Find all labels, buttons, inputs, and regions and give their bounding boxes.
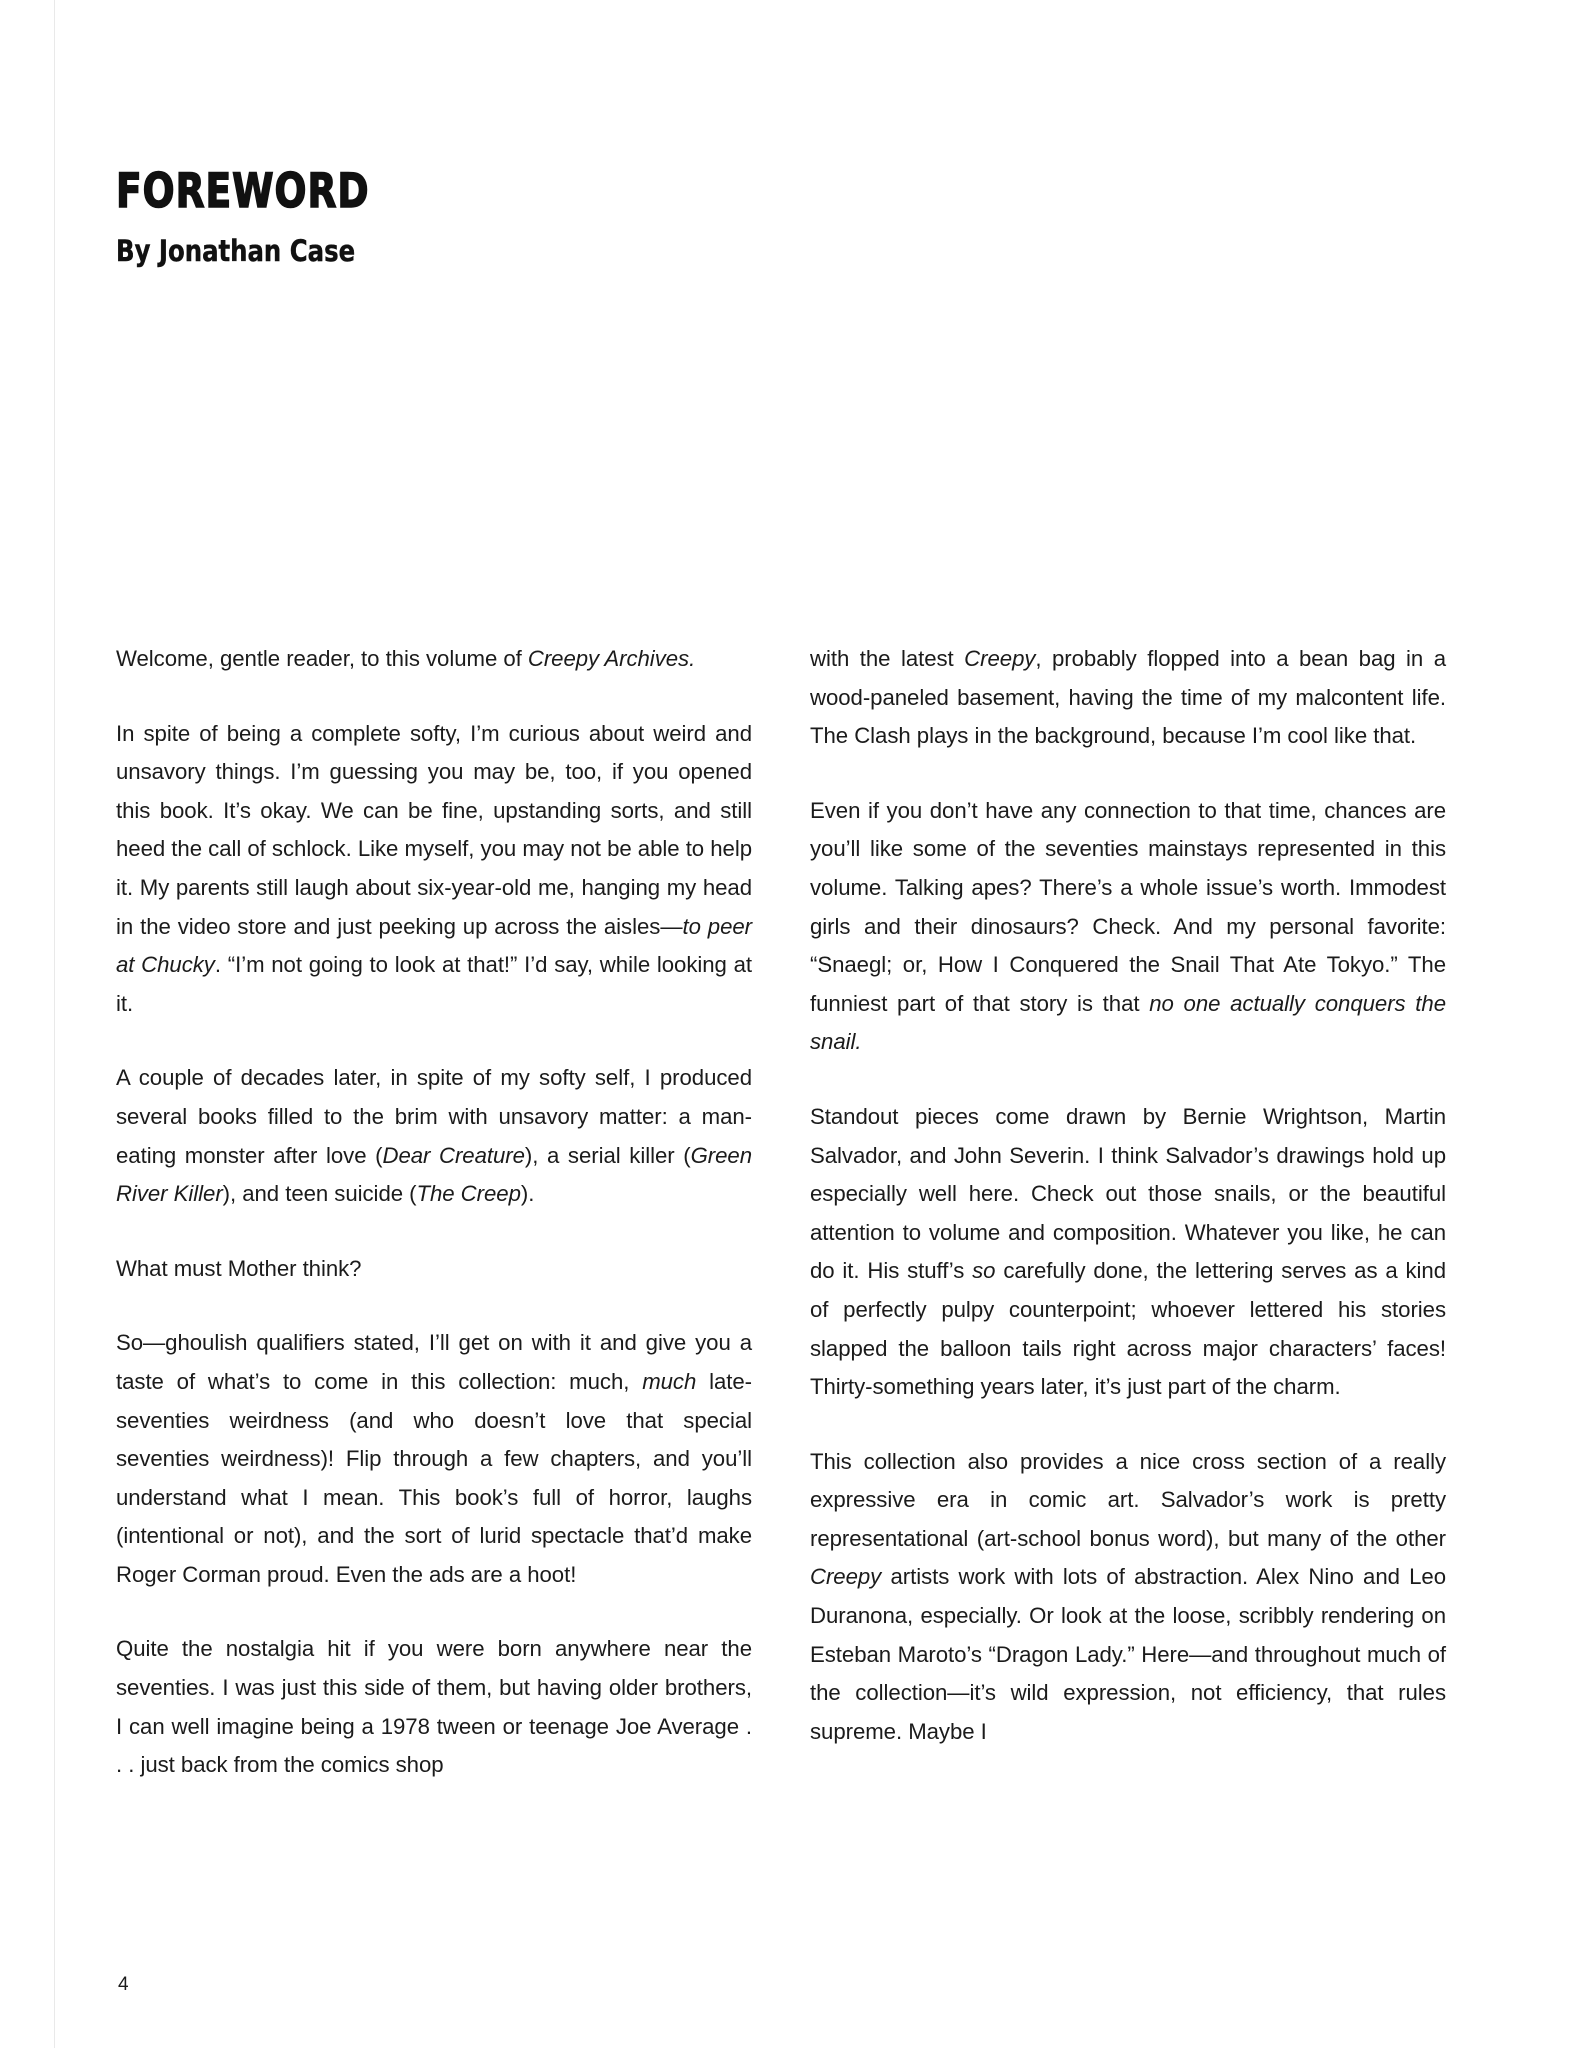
masthead [116, 164, 1016, 268]
paragraph: with the latest Creepy, probably flopped into a bean bag in a wood-paneled basement, having the time of my malcontent life. The Clash plays in the background, because I’m cool like that. [810, 646, 1446, 749]
paragraph: Quite the nostalgia hit if you were born anywhere near the seventies. I was just this side of them, but having older brothers, I can well imagine being a 1978 tween or teenage Joe Average . . . just back from the comics shop [116, 1636, 752, 1778]
paragraph: So—ghoulish qualifiers stated, I’ll get on with it and give you a taste of what’s to come in this collection: much, much late-seventies weirdness (and who doesn’t love that special seventies weirdness)! Flip through a few chapters, and you’ll understand what I mean. This book’s full of horror, laughs (intentional or not), and the sort of lurid spectacle that’d make Roger Corman proud. Even the ads are a hoot! [116, 1330, 752, 1587]
paragraph: In spite of being a complete softy, I’m curious about weird and unsavory things. I’m guessing you may be, too, if you opened this book. It’s okay. We can be fine, upstanding sorts, and still heed the call of schlock. Like myself, you may not be able to help it. My parents still laugh about six-year-old me, hanging my head in the video store and just peeking up across the aisles—to peer at Chucky. “I’m not going to look at that!” I’d say, while looking at it. [116, 720, 753, 1016]
byline: By Jonathan Case [116, 234, 356, 268]
left-column [116, 640, 752, 1785]
page-number: 4 [118, 1974, 129, 1995]
paragraph: What must Mother think? [116, 1255, 362, 1281]
paragraph: Standout pieces come drawn by Bernie Wrightson, Martin Salvador, and John Severin. I think Salvador’s drawings hold up especially well here. Check out those snails, or the beautiful attention to volume and composition. Whatever you like, he can do it. His stuff’s so carefully done, the lettering serves as a kind of perfectly pulpy counterpoint; whoever lettered his stories slapped the balloon tails right across major characters’ faces! Thirty-something years later, it’s just part of the charm. [810, 1103, 1446, 1400]
paragraph: Welcome, gentle reader, to this volume of Creepy Archives. [116, 646, 696, 671]
paragraph: A couple of decades later, in spite of my softy self, I produced several books filled to the brim with unsavory matter: a man-eating monster after love (Dear Creature), a serial killer (Green River Killer), and teen suicide (The Creep). [116, 1065, 752, 1207]
paragraph: Even if you don’t have any connection to that time, chances are you’ll like some of the seventies mainstays represented in this volume. Talking apes? There’s a whole issue’s worth. Immodest girls and their dinosaurs? Check. And my personal favorite: “Snaegl; or, How I Conquered the Snail That Ate Tokyo.” The funniest part of that story is that no one actually conquers the snail. [810, 797, 1446, 1055]
body-columns [116, 640, 1446, 1785]
page-title: FOREWORD [116, 164, 370, 219]
right-column [810, 640, 1446, 1751]
page-edge-rule [54, 0, 55, 2048]
paragraph: This collection also provides a nice cross section of a really expressive era in comic art. Salvador’s work is pretty representational (art-school bonus word), but many of the other Creepy artists work with lots of abstraction. Alex Nino and Leo Duranona, especially. Or look at the loose, scribbly rendering on Esteban Maroto’s “Dragon Lady.” Here—and throughout much of the collection—it’s wild expression, not efficiency, that rules supreme. Maybe I [810, 1448, 1446, 1744]
